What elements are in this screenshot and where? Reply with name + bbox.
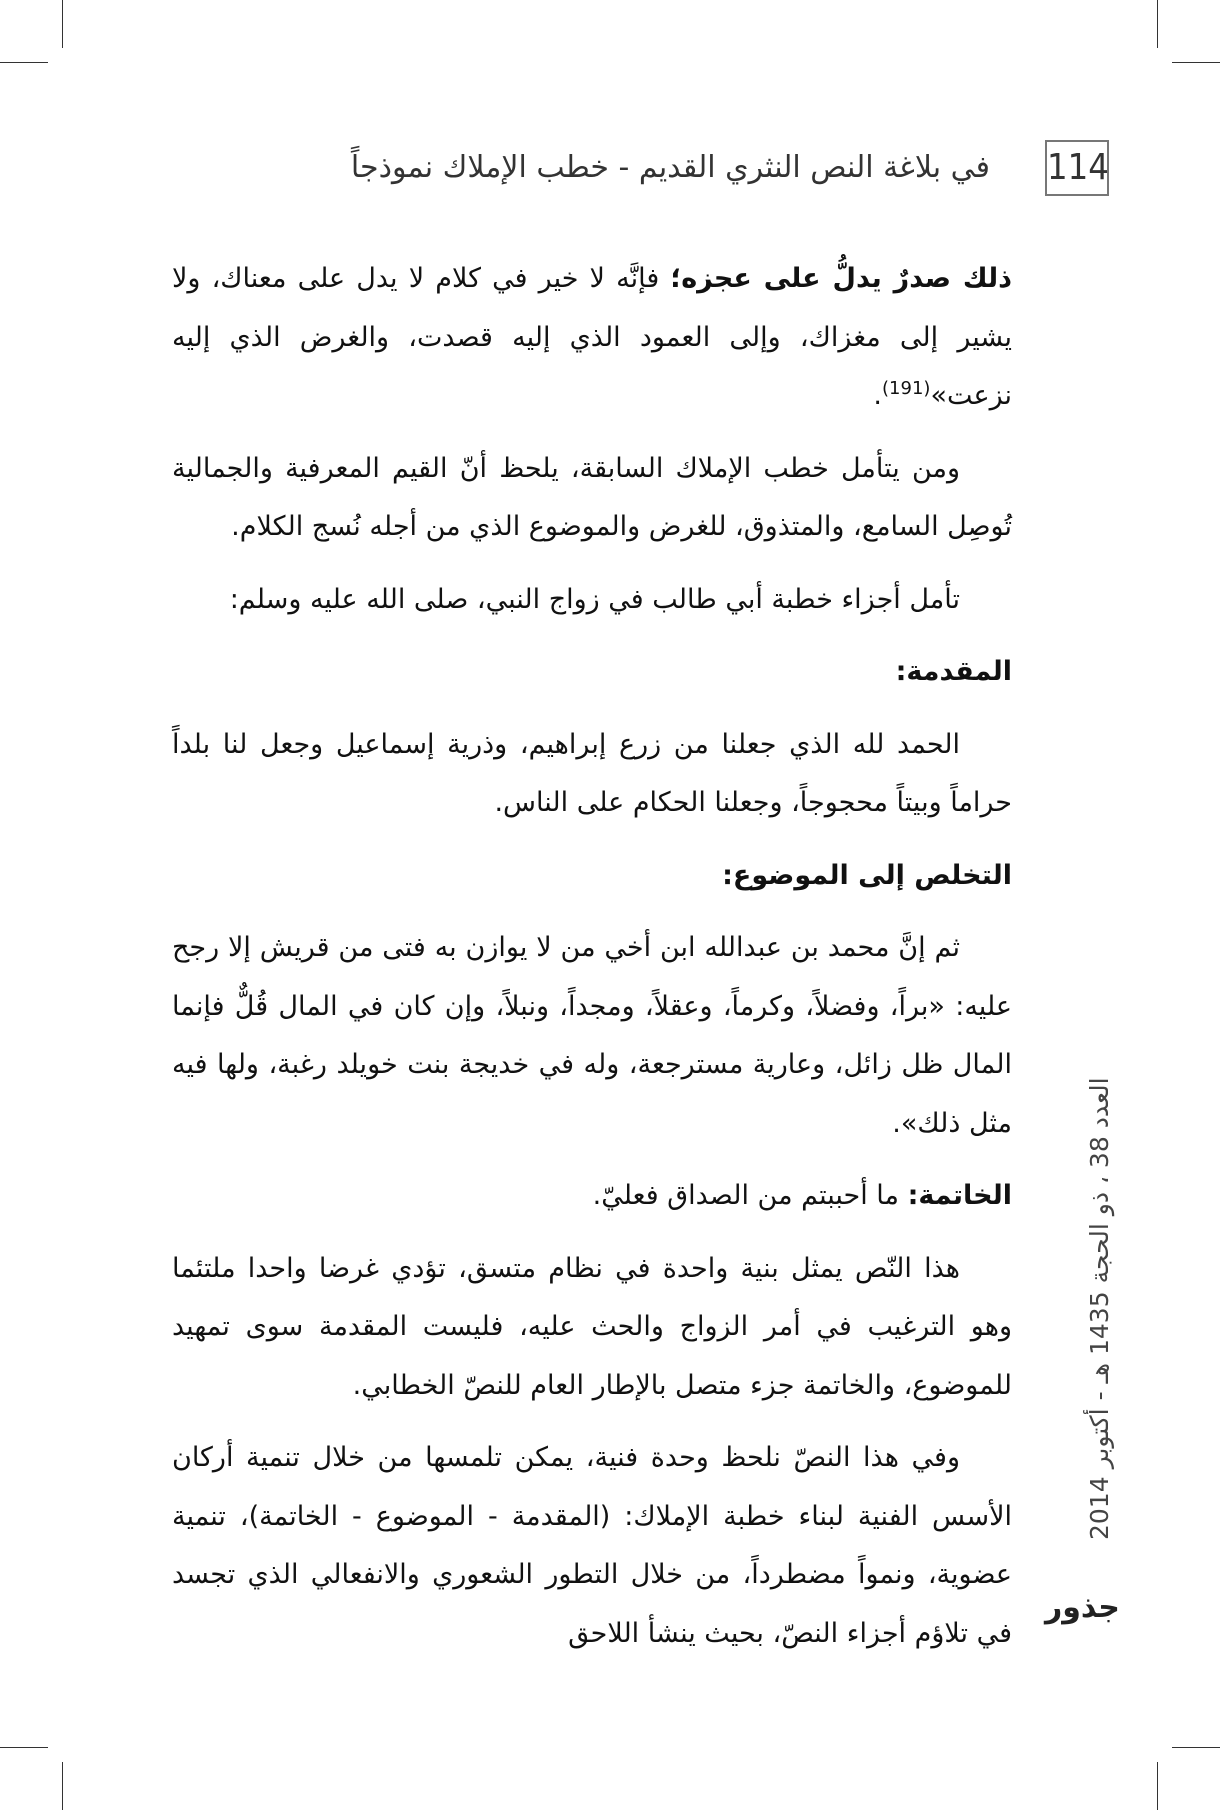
crop-mark <box>62 1762 63 1810</box>
paragraph <box>172 1167 1012 1226</box>
bold-phrase: ذلك صدرٌ يدلُّ على عجزه؛ <box>670 263 1013 294</box>
journal-logo: جذور <box>1045 1590 1120 1625</box>
section-heading-transition: التخلص إلى الموضوع: <box>722 859 1012 891</box>
paragraph-text: ما أحببتم من الصداق فعليّ. <box>592 1180 908 1211</box>
article-body <box>172 250 1012 1677</box>
paragraph-text: . <box>873 380 883 411</box>
crop-mark <box>1157 0 1158 48</box>
crop-mark <box>1172 62 1220 63</box>
paragraph: تأمل أجزاء خطبة أبي طالب في زواج النبي، صلى الله عليه وسلم: <box>229 583 960 615</box>
crop-mark <box>0 1747 48 1748</box>
section-heading-conclusion: الخاتمة: <box>907 1180 1012 1211</box>
paragraph: ثم إنَّ محمد بن عبدالله ابن أخي من لا يوازن به فتى من قريش إلا رجح عليه: «براً، وفضلاً، وكرماً، وعقلاً، ومجداً، ونبلاً، وإن كان في المال قُلٌّ فإنما المال ظل زائل، وعارية مسترجعة، وله في خديجة بنت خويلد رغبة، ولها فيه مثل ذلك». <box>172 932 1012 1139</box>
paragraph: ومن يتأمل خطب الإملاك السابقة، يلحظ أنّ القيم المعرفية والجمالية تُوصِل السامع، والمتذوق، للغرض والموضوع الذي من أجله نُسج الكلام. <box>172 452 1012 542</box>
footnote-reference: (191) <box>882 378 931 399</box>
page-number: 114 <box>1045 140 1109 196</box>
paragraph: الحمد لله الذي جعلنا من زرع إبراهيم، وذرية إسماعيل وجعل لنا بلداً حراماً وبيتاً محجوجاً، وجعلنا الحكام على الناس. <box>172 728 1012 818</box>
paragraph: وفي هذا النصّ نلحظ وحدة فنية، يمكن تلمسها من خلال تنمية أركان الأسس الفنية لبناء خطبة الإملاك: (المقدمة - الموضوع - الخاتمة)، تنمية عضوية، ونمواً مضطرداً، من خلال التطور الشعوري والانفعالي الذي تجسد في تلاؤم أجزاء النصّ، بحيث ينشأ اللاحق <box>172 1442 1012 1649</box>
running-header-title: في بلاغة النص النثري القديم - خطب الإملاك نموذجاً <box>350 150 990 185</box>
issue-info-vertical: العدد 38 ، ذو الحجة 1435 هـ - أكتوبر 2014 <box>1085 1077 1114 1540</box>
crop-mark <box>1172 1747 1220 1748</box>
crop-mark <box>0 62 48 63</box>
paragraph-text: فإنَّه لا خير في كلام لا يدل على معناك، ولا يشير إلى مغزاك، وإلى العمود الذي إليه قصدت، والغرض الذي إليه نزعت» <box>172 263 1012 411</box>
crop-mark <box>1157 1762 1158 1810</box>
paragraph: هذا النّص يمثل بنية واحدة في نظام متسق، تؤدي غرضا واحدا ملتئما وهو الترغيب في أمر الزواج والحث عليه، فليست المقدمة سوى تمهيد للموضوع، والخاتمة جزء متصل بالإطار العام للنصّ الخطابي. <box>172 1252 1012 1401</box>
section-heading-introduction: المقدمة: <box>895 656 1012 687</box>
crop-mark <box>62 0 63 48</box>
paragraph <box>172 250 1012 426</box>
